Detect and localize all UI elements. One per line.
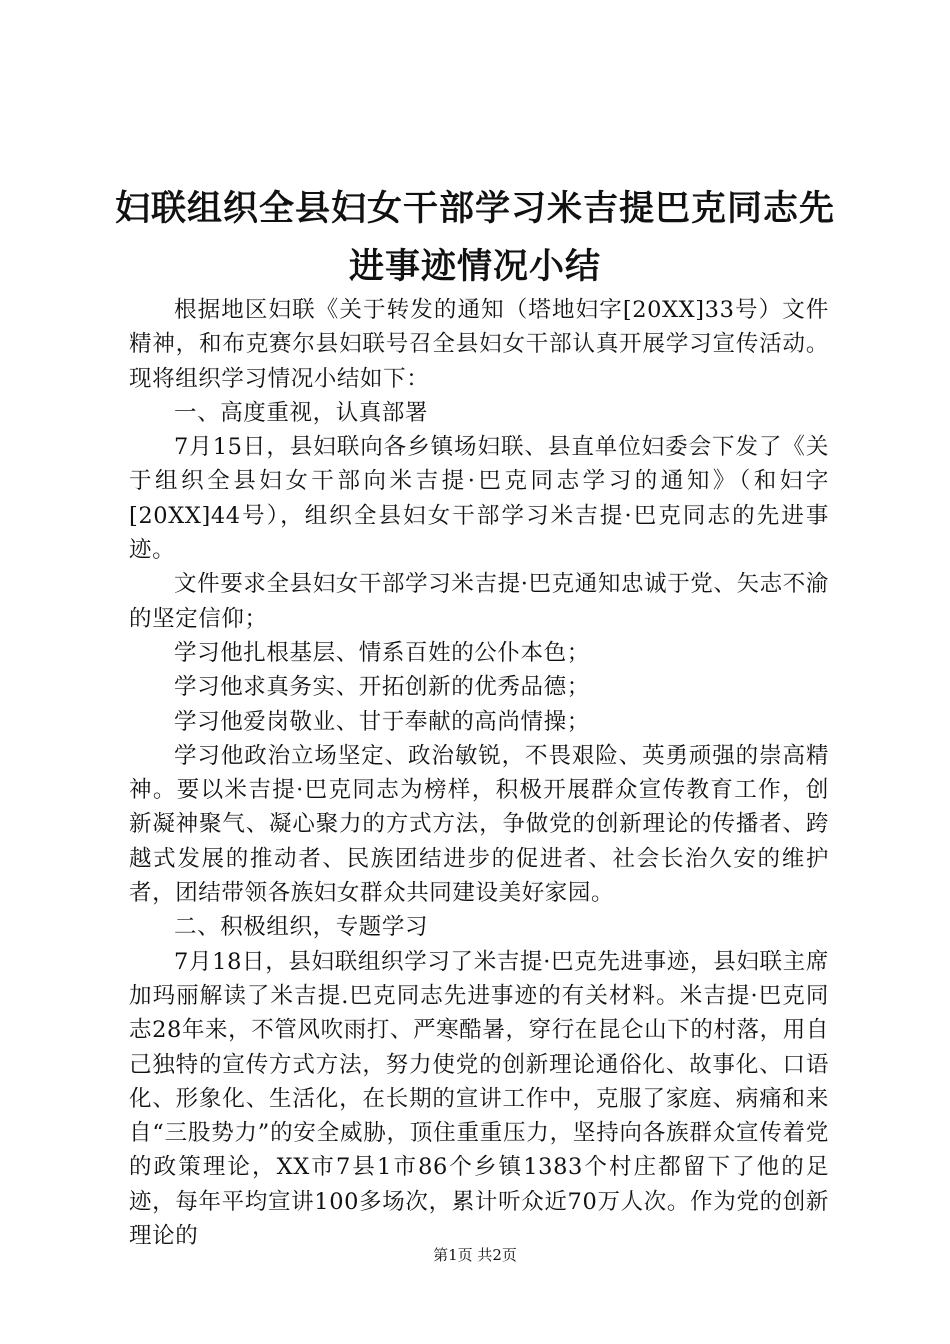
- paragraph-requirement: 文件要求全县妇女干部学习米吉提·巴克通知忠诚于党、矢志不渝的坚定信仰；: [129, 571, 829, 632]
- title-line-1: 妇联组织全县妇女干部学习米吉提巴克同志先: [114, 188, 835, 229]
- section-heading-2: 二、积极组织，专题学习: [174, 914, 429, 941]
- title-line-2: 进事迹情况小结: [348, 246, 601, 287]
- document-body: [129, 293, 829, 1253]
- paragraph-learn-1: 学习他扎根基层、情系百姓的公仆本色；: [174, 639, 590, 666]
- paragraph-intro: 根据地区妇联《关于转发的通知（塔地妇字[20XX]33号）文件精神，和布克赛尔县妇联号召全县妇女干部认真开展学习宣传活动。现将组织学习情况小结如下：: [129, 297, 829, 392]
- paragraph-learn-2: 学习他求真务实、开拓创新的优秀品德；: [174, 674, 590, 701]
- document-title: [110, 180, 840, 296]
- paragraph-study-session: 7月18日，县妇联组织学习了米吉提·巴克先进事迹，县妇联主席加玛丽解读了米吉提.巴克同志先进事迹的有关材料。米吉提·巴克同志28年来，不管风吹雨打、严寒酷暑，穿行在昆仑山下的村落，用自己独特的宣传方式方法，努力使党的创新理论通俗化、故事化、口语化、形象化、生活化，在长期的宣讲工作中，克服了家庭、病痛和来自“三股势力”的安全威胁，顶住重重压力，坚持向各族群众宣传着党的政策理论，XX市7县1市86个乡镇1383个村庄都留下了他的足迹，每年平均宣讲100多场次，累计听众近70万人次。作为党的创新理论的: [129, 948, 829, 1250]
- paragraph-learn-4: 学习他政治立场坚定、政治敏锐，不畏艰险、英勇顽强的崇高精神。要以米吉提·巴克同志为榜样，积极开展群众宣传教育工作，创新凝神聚气、凝心聚力的方式方法，争做党的创新理论的传播者、跨越式发展的推动者、民族团结进步的促进者、社会长治久安的维护者，团结带领各族妇女群众共同建设美好家园。: [129, 742, 829, 907]
- paragraph-learn-3: 学习他爱岗敬业、甘于奉献的高尚情操；: [174, 708, 590, 735]
- section-heading-1: 一、高度重视，认真部署: [174, 399, 429, 426]
- paragraph-notice: 7月15日，县妇联向各乡镇场妇联、县直单位妇委会下发了《关于组织全县妇女干部向米吉提·巴克同志学习的通知》（和妇字[20XX]44号），组织全县妇女干部学习米吉提·巴克同志的先进事迹。: [129, 434, 829, 564]
- page-number-footer: 第1页 共2页: [433, 1246, 517, 1264]
